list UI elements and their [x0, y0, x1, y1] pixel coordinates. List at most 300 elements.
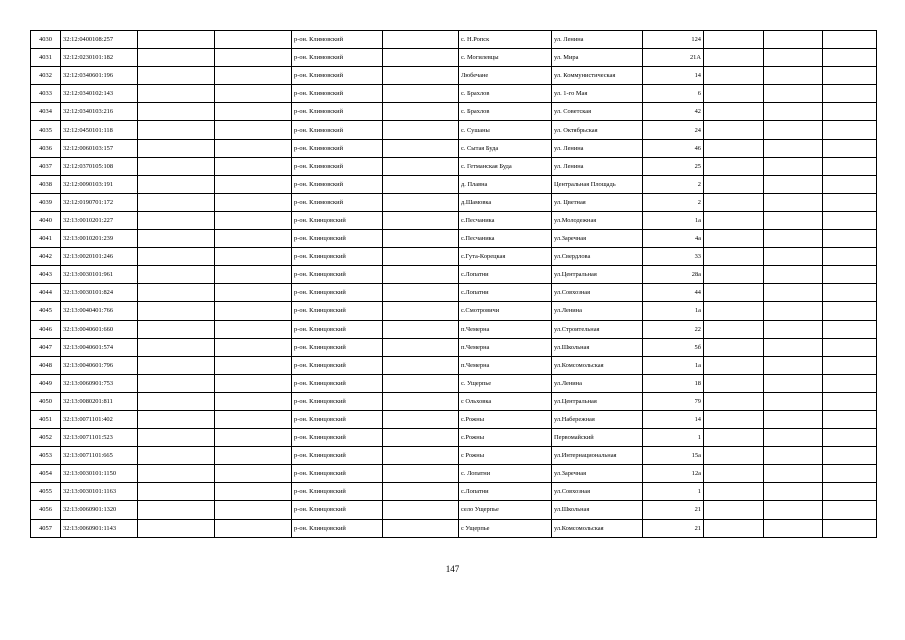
district-cell: р-он. Клинцовский	[292, 392, 383, 410]
empty-cell	[215, 230, 292, 248]
settlement-cell: д.Шамовка	[459, 193, 552, 211]
empty-cell	[704, 193, 764, 211]
empty-cell	[764, 447, 823, 465]
empty-cell	[138, 230, 215, 248]
empty-cell	[764, 392, 823, 410]
district-cell: р-он. Клинцовский	[292, 429, 383, 447]
house-number-cell: 22	[643, 320, 704, 338]
empty-cell	[215, 410, 292, 428]
empty-cell	[383, 175, 459, 193]
empty-cell	[704, 338, 764, 356]
district-cell: р-он. Клинцовский	[292, 410, 383, 428]
empty-cell	[383, 392, 459, 410]
table-row	[31, 483, 877, 501]
street-cell: Первомайский	[552, 429, 643, 447]
row-number-cell: 4047	[31, 338, 61, 356]
district-cell: р-он. Клинцовский	[292, 266, 383, 284]
empty-cell	[704, 284, 764, 302]
empty-cell	[764, 67, 823, 85]
house-number-cell: 14	[643, 410, 704, 428]
row-number-cell: 4050	[31, 392, 61, 410]
empty-cell	[823, 49, 877, 67]
cadastral-number-cell: 32:13:0010201:227	[61, 211, 138, 229]
page-number: 147	[445, 564, 460, 574]
empty-cell	[383, 31, 459, 49]
settlement-cell: с. Гетманская Буда	[459, 157, 552, 175]
empty-cell	[704, 392, 764, 410]
empty-cell	[383, 356, 459, 374]
empty-cell	[215, 501, 292, 519]
table-row	[31, 49, 877, 67]
row-number-cell: 4052	[31, 429, 61, 447]
cadastral-number-cell: 32:13:0060901:1143	[61, 519, 138, 537]
table-row	[31, 230, 877, 248]
empty-cell	[823, 193, 877, 211]
settlement-cell: с.Рожны	[459, 429, 552, 447]
empty-cell	[764, 302, 823, 320]
cadastral-number-cell: 32:12:0090103:191	[61, 175, 138, 193]
settlement-cell: п.Чемерна	[459, 320, 552, 338]
empty-cell	[823, 447, 877, 465]
empty-cell	[823, 465, 877, 483]
empty-cell	[215, 103, 292, 121]
empty-cell	[823, 230, 877, 248]
empty-cell	[823, 103, 877, 121]
empty-cell	[764, 410, 823, 428]
table-row	[31, 410, 877, 428]
table-row	[31, 103, 877, 121]
row-number-cell: 4035	[31, 121, 61, 139]
settlement-cell: с Ольховка	[459, 392, 552, 410]
empty-cell	[823, 284, 877, 302]
empty-cell	[383, 193, 459, 211]
empty-cell	[215, 447, 292, 465]
empty-cell	[383, 266, 459, 284]
cadastral-number-cell: 32:13:0030101:824	[61, 284, 138, 302]
settlement-cell: с.Рожны	[459, 410, 552, 428]
street-cell: ул. Коммунистическая	[552, 67, 643, 85]
empty-cell	[764, 211, 823, 229]
row-number-cell: 4042	[31, 248, 61, 266]
table-row	[31, 121, 877, 139]
district-cell: р-он. Клинцовский	[292, 338, 383, 356]
empty-cell	[138, 248, 215, 266]
street-cell: ул.Ленина	[552, 302, 643, 320]
empty-cell	[704, 302, 764, 320]
street-cell: ул.Центральная	[552, 392, 643, 410]
house-number-cell: 1	[643, 429, 704, 447]
empty-cell	[138, 175, 215, 193]
empty-cell	[215, 374, 292, 392]
district-cell: р-он. Клинцовский	[292, 302, 383, 320]
empty-cell	[704, 519, 764, 537]
empty-cell	[383, 103, 459, 121]
empty-cell	[823, 67, 877, 85]
street-cell: ул.Свердлова	[552, 248, 643, 266]
house-number-cell: 21	[643, 519, 704, 537]
empty-cell	[704, 266, 764, 284]
empty-cell	[764, 429, 823, 447]
empty-cell	[704, 483, 764, 501]
empty-cell	[823, 248, 877, 266]
cadastral-number-cell: 32:13:0071101:402	[61, 410, 138, 428]
empty-cell	[764, 284, 823, 302]
row-number-cell: 4046	[31, 320, 61, 338]
house-number-cell: 4а	[643, 230, 704, 248]
empty-cell	[383, 302, 459, 320]
empty-cell	[215, 338, 292, 356]
district-cell: р-он. Клинцовский	[292, 519, 383, 537]
empty-cell	[764, 121, 823, 139]
empty-cell	[704, 501, 764, 519]
settlement-cell: Любечане	[459, 67, 552, 85]
table-row	[31, 465, 877, 483]
cadastral-number-cell: 32:13:0040601:796	[61, 356, 138, 374]
empty-cell	[764, 501, 823, 519]
empty-cell	[704, 374, 764, 392]
empty-cell	[823, 392, 877, 410]
empty-cell	[823, 519, 877, 537]
district-cell: р-он. Климовский	[292, 103, 383, 121]
table-row	[31, 139, 877, 157]
empty-cell	[704, 230, 764, 248]
empty-cell	[823, 85, 877, 103]
empty-cell	[383, 429, 459, 447]
settlement-cell: село Ущерпье	[459, 501, 552, 519]
empty-cell	[138, 139, 215, 157]
empty-cell	[764, 519, 823, 537]
empty-cell	[764, 483, 823, 501]
empty-cell	[383, 410, 459, 428]
district-cell: р-он. Климовский	[292, 31, 383, 49]
settlement-cell: с. Сытая Буда	[459, 139, 552, 157]
row-number-cell: 4031	[31, 49, 61, 67]
empty-cell	[383, 85, 459, 103]
empty-cell	[823, 175, 877, 193]
district-cell: р-он. Клинцовский	[292, 230, 383, 248]
street-cell: ул. Ленина	[552, 157, 643, 175]
empty-cell	[823, 121, 877, 139]
empty-cell	[383, 211, 459, 229]
empty-cell	[704, 31, 764, 49]
table-row	[31, 284, 877, 302]
empty-cell	[215, 392, 292, 410]
empty-cell	[215, 175, 292, 193]
street-cell: ул. Октябрьская	[552, 121, 643, 139]
empty-cell	[823, 374, 877, 392]
row-number-cell: 4054	[31, 465, 61, 483]
row-number-cell: 4032	[31, 67, 61, 85]
empty-cell	[764, 157, 823, 175]
empty-cell	[215, 320, 292, 338]
street-cell: ул.Школьная	[552, 338, 643, 356]
empty-cell	[138, 284, 215, 302]
street-cell: ул. Мира	[552, 49, 643, 67]
empty-cell	[138, 67, 215, 85]
table-row	[31, 501, 877, 519]
empty-cell	[138, 501, 215, 519]
empty-cell	[138, 410, 215, 428]
street-cell: ул.Заречная	[552, 230, 643, 248]
cadastral-number-cell: 32:13:0071101:665	[61, 447, 138, 465]
empty-cell	[383, 157, 459, 175]
table-row	[31, 320, 877, 338]
settlement-cell: с. Ущерпье	[459, 374, 552, 392]
empty-cell	[823, 31, 877, 49]
empty-cell	[138, 429, 215, 447]
table-row	[31, 248, 877, 266]
house-number-cell: 6	[643, 85, 704, 103]
table-row	[31, 519, 877, 537]
house-number-cell: 15а	[643, 447, 704, 465]
house-number-cell: 5б	[643, 338, 704, 356]
house-number-cell: 25	[643, 157, 704, 175]
table-row	[31, 157, 877, 175]
empty-cell	[764, 230, 823, 248]
empty-cell	[383, 248, 459, 266]
empty-cell	[383, 49, 459, 67]
house-number-cell: 18	[643, 374, 704, 392]
street-cell: Центральная Площадь	[552, 175, 643, 193]
row-number-cell: 4056	[31, 501, 61, 519]
cadastral-number-cell: 32:12:0450101:118	[61, 121, 138, 139]
table-row	[31, 392, 877, 410]
empty-cell	[383, 139, 459, 157]
table-row	[31, 356, 877, 374]
empty-cell	[764, 338, 823, 356]
house-number-cell: 14	[643, 67, 704, 85]
row-number-cell: 4038	[31, 175, 61, 193]
table-row	[31, 374, 877, 392]
street-cell: ул.Набережная	[552, 410, 643, 428]
empty-cell	[138, 519, 215, 537]
cadastral-number-cell: 32:12:0060103:157	[61, 139, 138, 157]
empty-cell	[383, 284, 459, 302]
street-cell: ул.Школьная	[552, 501, 643, 519]
empty-cell	[764, 85, 823, 103]
empty-cell	[704, 49, 764, 67]
street-cell: ул.Заречная	[552, 465, 643, 483]
empty-cell	[764, 320, 823, 338]
district-cell: р-он. Клинцовский	[292, 320, 383, 338]
district-cell: р-он. Клинцовский	[292, 356, 383, 374]
empty-cell	[704, 85, 764, 103]
street-cell: ул.Интернациональная	[552, 447, 643, 465]
house-number-cell: 124	[643, 31, 704, 49]
settlement-cell: д. Плавна	[459, 175, 552, 193]
empty-cell	[383, 320, 459, 338]
empty-cell	[138, 103, 215, 121]
empty-cell	[138, 447, 215, 465]
empty-cell	[704, 410, 764, 428]
empty-cell	[215, 31, 292, 49]
district-cell: р-он. Климовский	[292, 49, 383, 67]
settlement-cell: с. Н.Ропск	[459, 31, 552, 49]
district-cell: р-он. Клинцовский	[292, 483, 383, 501]
empty-cell	[764, 374, 823, 392]
empty-cell	[138, 266, 215, 284]
empty-cell	[823, 410, 877, 428]
empty-cell	[383, 121, 459, 139]
empty-cell	[383, 483, 459, 501]
row-number-cell: 4044	[31, 284, 61, 302]
house-number-cell: 46	[643, 139, 704, 157]
empty-cell	[704, 356, 764, 374]
settlement-cell: с Ущерпье	[459, 519, 552, 537]
empty-cell	[138, 320, 215, 338]
table-row	[31, 429, 877, 447]
empty-cell	[823, 139, 877, 157]
house-number-cell: 1	[643, 483, 704, 501]
house-number-cell: 21А	[643, 49, 704, 67]
empty-cell	[823, 320, 877, 338]
empty-cell	[138, 338, 215, 356]
table-row	[31, 447, 877, 465]
row-number-cell: 4030	[31, 31, 61, 49]
cadastral-number-cell: 32:13:0030101:1163	[61, 483, 138, 501]
district-cell: р-он. Клинцовский	[292, 284, 383, 302]
row-number-cell: 4034	[31, 103, 61, 121]
empty-cell	[215, 284, 292, 302]
empty-cell	[215, 519, 292, 537]
street-cell: ул.Совхозная	[552, 284, 643, 302]
cadastral-number-cell: 32:13:0040401:766	[61, 302, 138, 320]
empty-cell	[383, 67, 459, 85]
cadastral-number-cell: 32:13:0060901:753	[61, 374, 138, 392]
empty-cell	[704, 429, 764, 447]
empty-cell	[215, 67, 292, 85]
settlement-cell: с Рожны	[459, 447, 552, 465]
district-cell: р-он. Климовский	[292, 85, 383, 103]
empty-cell	[704, 67, 764, 85]
district-cell: р-он. Клинцовский	[292, 248, 383, 266]
empty-cell	[215, 356, 292, 374]
empty-cell	[823, 483, 877, 501]
empty-cell	[138, 392, 215, 410]
settlement-cell: с. Брахлов	[459, 85, 552, 103]
empty-cell	[383, 465, 459, 483]
cadastral-number-cell: 32:13:0020101:246	[61, 248, 138, 266]
empty-cell	[138, 121, 215, 139]
house-number-cell: 1а	[643, 302, 704, 320]
empty-cell	[823, 266, 877, 284]
street-cell: ул.Совхозная	[552, 483, 643, 501]
empty-cell	[764, 103, 823, 121]
settlement-cell: п.Чемерна	[459, 338, 552, 356]
row-number-cell: 4051	[31, 410, 61, 428]
house-number-cell: 79	[643, 392, 704, 410]
street-cell: ул.Комсомольская	[552, 519, 643, 537]
registry-table	[30, 30, 877, 538]
empty-cell	[764, 175, 823, 193]
table-row	[31, 31, 877, 49]
cadastral-number-cell: 32:13:0030101:961	[61, 266, 138, 284]
district-cell: р-он. Клинцовский	[292, 447, 383, 465]
house-number-cell: 2	[643, 175, 704, 193]
row-number-cell: 4055	[31, 483, 61, 501]
empty-cell	[764, 139, 823, 157]
empty-cell	[383, 447, 459, 465]
district-cell: р-он. Клинцовский	[292, 374, 383, 392]
cadastral-number-cell: 32:12:0400108:257	[61, 31, 138, 49]
empty-cell	[383, 230, 459, 248]
empty-cell	[215, 483, 292, 501]
empty-cell	[383, 519, 459, 537]
row-number-cell: 4039	[31, 193, 61, 211]
empty-cell	[215, 121, 292, 139]
row-number-cell: 4043	[31, 266, 61, 284]
district-cell: р-он. Климовский	[292, 175, 383, 193]
empty-cell	[764, 31, 823, 49]
table-row	[31, 302, 877, 320]
row-number-cell: 4033	[31, 85, 61, 103]
table-row	[31, 266, 877, 284]
table-row	[31, 175, 877, 193]
cadastral-number-cell: 32:13:0040601:660	[61, 320, 138, 338]
row-number-cell: 4037	[31, 157, 61, 175]
cadastral-number-cell: 32:12:0190701:172	[61, 193, 138, 211]
empty-cell	[823, 356, 877, 374]
cadastral-number-cell: 32:13:0040601:574	[61, 338, 138, 356]
row-number-cell: 4048	[31, 356, 61, 374]
empty-cell	[823, 302, 877, 320]
street-cell: ул. 1-го Мая	[552, 85, 643, 103]
empty-cell	[823, 338, 877, 356]
empty-cell	[764, 266, 823, 284]
table-row	[31, 85, 877, 103]
table-row	[31, 338, 877, 356]
empty-cell	[215, 139, 292, 157]
empty-cell	[215, 248, 292, 266]
district-cell: р-он. Климовский	[292, 121, 383, 139]
district-cell: р-он. Климовский	[292, 193, 383, 211]
district-cell: р-он. Клинцовский	[292, 501, 383, 519]
empty-cell	[215, 302, 292, 320]
settlement-cell: с.Лопатни	[459, 483, 552, 501]
empty-cell	[704, 157, 764, 175]
empty-cell	[215, 193, 292, 211]
empty-cell	[764, 465, 823, 483]
cadastral-number-cell: 32:13:0030101:1150	[61, 465, 138, 483]
street-cell: ул.Строительная	[552, 320, 643, 338]
empty-cell	[138, 49, 215, 67]
settlement-cell: с.Песчаника	[459, 211, 552, 229]
row-number-cell: 4049	[31, 374, 61, 392]
empty-cell	[764, 193, 823, 211]
empty-cell	[823, 501, 877, 519]
house-number-cell: 1а	[643, 356, 704, 374]
empty-cell	[764, 49, 823, 67]
settlement-cell: п.Чемерна	[459, 356, 552, 374]
empty-cell	[138, 157, 215, 175]
empty-cell	[215, 266, 292, 284]
street-cell: ул.Ленина	[552, 374, 643, 392]
street-cell: ул. Цветная	[552, 193, 643, 211]
settlement-cell: с. Могилевцы	[459, 49, 552, 67]
empty-cell	[704, 211, 764, 229]
settlement-cell: с. Брахлов	[459, 103, 552, 121]
table-row	[31, 193, 877, 211]
street-cell: ул.Молодежная	[552, 211, 643, 229]
cadastral-number-cell: 32:12:0370105:108	[61, 157, 138, 175]
settlement-cell: с. Сушаны	[459, 121, 552, 139]
street-cell: ул. Ленина	[552, 139, 643, 157]
empty-cell	[215, 157, 292, 175]
empty-cell	[215, 49, 292, 67]
settlement-cell: с. Лопатни	[459, 465, 552, 483]
empty-cell	[138, 465, 215, 483]
street-cell: ул.Комсомольская	[552, 356, 643, 374]
